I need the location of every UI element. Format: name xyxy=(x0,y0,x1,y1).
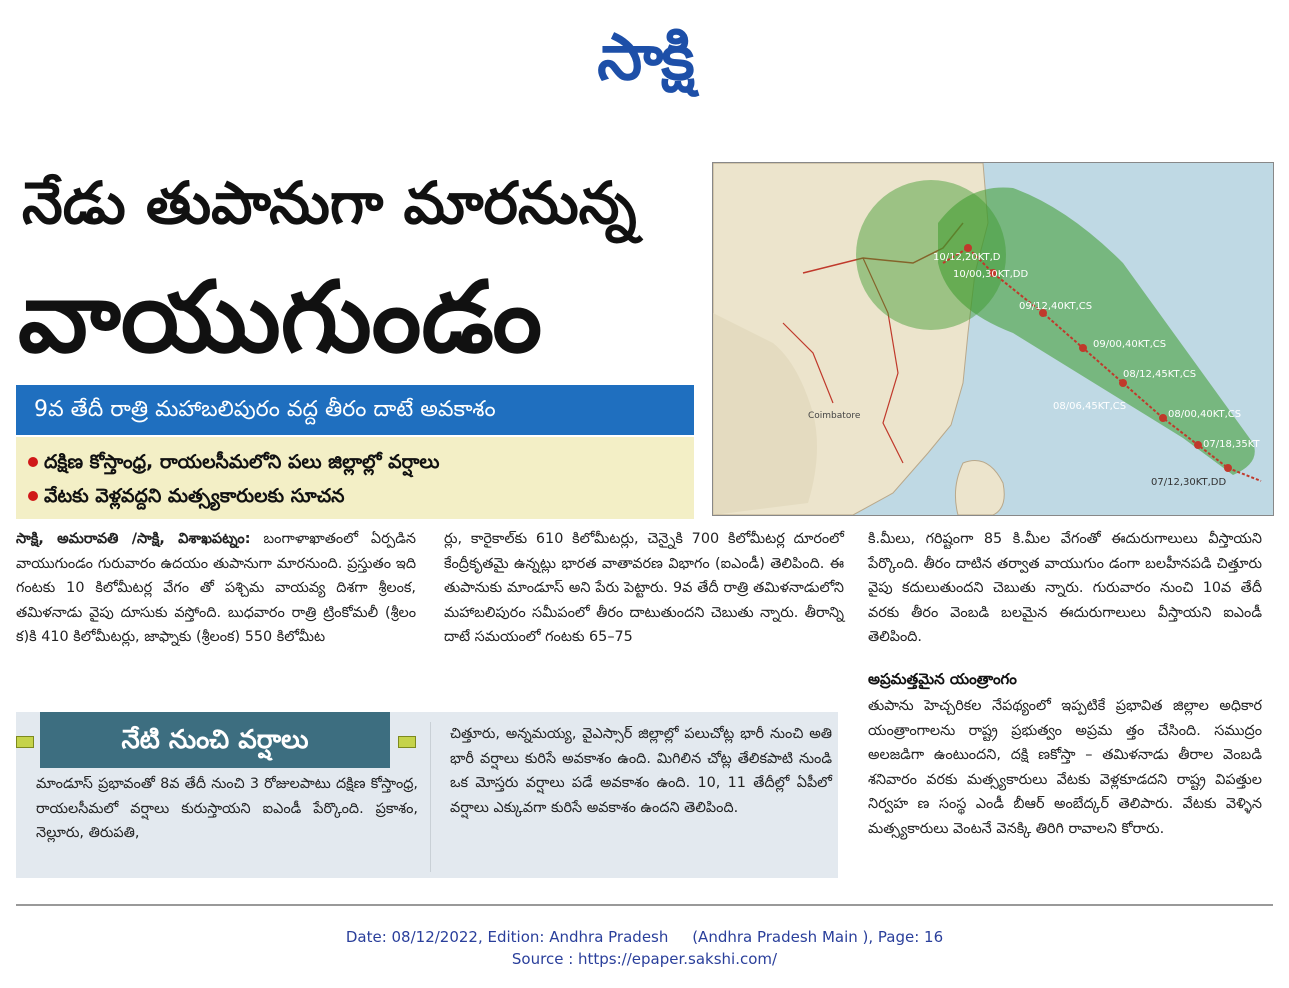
article-text: బంగాళాఖాతంలో ఏర్పడిన వాయుగుండం గురువారం ఉదయం తుపానుగా మారనుంది. ప్రస్తుతం ఇది గంటకు 10 కిలోమీటర్ల వేగం తో పశ్చిమ వాయవ్య దిశగా శ్రీలంక, తమిళనాడు వైపు దూసుకు వస్తోంది. బుధవారం రాత్రి ట్రింకోమలీ (శ్రీలం క)కి 410 కిలోమీటర్లు, జాఫ్నాకు (శ్రీలంక) 550 కిలోమీట xyxy=(16,531,417,645)
article-column-1 xyxy=(16,527,416,650)
bullet-item xyxy=(44,445,694,479)
cyclone-track-map xyxy=(712,162,1274,516)
track-label: 07/12,30KT,DD xyxy=(1151,477,1227,488)
byline: సాక్షి, అమరావతి /సాక్షి, విశాఖపట్నం: xyxy=(16,531,251,547)
article-text: తుపాను హెచ్చరికల నేపథ్యంలో ఇప్పటికే ప్రభావిత జిల్లాల అధికార యంత్రాంగాలను రాష్ట్ర ప్రభుత్వం అప్రమ త్తం చేసింది. సముద్రం అలజడిగా ఉంటుందని, దక్షి ణకోస్తా – తమిళనాడు తీరాల వెంబడి శనివారం వరకు మత్స్యకారులు వేటకు వెళ్లకూడదని రాష్ట్ర విపత్తుల నిర్వహ ణ సంస్థ ఎండీ బీఆర్ అంబేద్కర్ తెలిపారు. వేటకు వెళ్ళిన మత్స్యకారులు వెంటనే వెనక్కి తిరిగి రావాలని కోరారు. xyxy=(868,698,1262,837)
track-point xyxy=(1079,344,1087,352)
bullet-text: దక్షిణ కోస్తాంధ్ర, రాయలసీమలోని పలు జిల్లాల్లో వర్షాలు xyxy=(44,451,440,473)
article-column-3 xyxy=(868,527,1262,650)
track-point xyxy=(1224,464,1232,472)
source-link[interactable]: Source : https://epaper.sakshi.com/ xyxy=(511,950,778,968)
bullet-item xyxy=(44,479,694,513)
article-text: ర్లు, కారైకాల్‌కు 610 కిలోమీటర్లు, చెన్నైకి 700 కిలోమీటర్ల దూరంలో కేంద్రీకృతమై ఉన్నట్లు భారత వాతావరణ విభాగం (ఐఎండీ) తెలిపింది. ఈ తుపానుకు మాండూస్ అని పేరు పెట్టారు. 9వ తేదీ రాత్రి తమిళనాడులోని మహాబలిపురం సమీపంలో తీరం దాటుతుందని చెబుతు న్నారు. తీరాన్ని దాటే సమయంలో గంటకు 65–75 xyxy=(444,531,844,645)
column-divider xyxy=(430,722,431,872)
article-column-2 xyxy=(444,527,844,650)
headline-line-2: వాయుగుండం xyxy=(18,261,543,375)
footer-divider xyxy=(16,904,1273,906)
highlight-bullets xyxy=(16,437,694,519)
place-label: Coimbatore xyxy=(808,411,861,421)
edition-info: Date: 08/12/2022, Edition: Andhra Pradesh (Andhra Pradesh Main ), Page: 16 xyxy=(345,928,944,946)
track-point xyxy=(964,244,972,252)
headline-line-1: నేడు తుపానుగా మారనున్న xyxy=(22,169,637,237)
map-svg xyxy=(713,163,1273,515)
article-column-3-continued xyxy=(868,694,1262,841)
box-text: చిత్తూరు, అన్నమయ్య, వైఎస్సార్ జిల్లాల్లో పలుచోట్ల భారీ నుంచి అతి భారీ వర్షాలు కురిసే అవకాశం ఉంది. మిగిలిన చోట్ల తేలికపాటి నుండి ఒక మోస్తరు వర్షాలు పడే అవకాశం ఉంది. 10, 11 తేదీల్లో ఏపీలో వర్షాలు ఎక్కువగా కురిసే అవకాశం ఉందని తెలిపింది. xyxy=(450,726,832,816)
box-title: నేటి నుంచి వర్షాలు xyxy=(40,712,390,768)
track-point xyxy=(1194,441,1202,449)
box-text-right xyxy=(450,722,832,820)
track-label: 08/06,45KT,CS xyxy=(1053,401,1127,412)
track-label: 09/00,40KT,CS xyxy=(1093,339,1167,350)
track-label: 09/12,40KT,CS xyxy=(1019,301,1093,312)
track-point xyxy=(1159,414,1167,422)
box-text: మాండూస్ ప్రభావంతో 8వ తేదీ నుంచి 3 రోజులపాటు దక్షిణ కోస్తాంధ్ర, రాయలసీమలో వర్షాలు కురుస్తాయని ఐఎండీ పేర్కొంది. ప్రకాశం, నెల్లూరు, తిరుపతి, xyxy=(36,776,418,841)
bullet-dot-icon xyxy=(28,457,38,467)
bullet-text: వేటకు వెళ్లవద్దని మత్స్యకారులకు సూచన xyxy=(44,485,345,507)
title-clip-icon xyxy=(398,736,416,748)
track-point xyxy=(1119,379,1127,387)
track-label: 08/12,45KT,CS xyxy=(1123,369,1197,380)
bullet-dot-icon xyxy=(28,491,38,501)
subheading-banner: 9వ తేదీ రాత్రి మహాబలిపురం వద్ద తీరం దాటే అవకాశం xyxy=(16,385,694,435)
track-label: 08/00,40KT,CS xyxy=(1168,409,1242,420)
section-subheading: అప్రమత్తమైన యంత్రాంగం xyxy=(868,670,1017,688)
article-text: కి.మీలు, గరిష్టంగా 85 కి.మీల వేగంతో ఈదురుగాలులు వీస్తాయని పేర్కొంది. తీరం దాటిన తర్వాత వాయుగుం డంగా బలహీనపడి చిత్తూరు వైపు కదులుతుందని చెబుతు న్నారు. గురువారం నుంచి 10వ తేదీ వరకు తీరం వెంబడి బలమైన ఈదురుగాలులు వీస్తాయని ఐఎండీ తెలిపింది. xyxy=(868,531,1262,645)
track-label: 07/18,35KT xyxy=(1203,439,1260,450)
title-clip-icon xyxy=(16,736,34,748)
box-text-left xyxy=(36,772,418,846)
sakshi-logo: సాక్షి xyxy=(597,21,693,95)
track-label: 10/12,20KT,D xyxy=(933,252,1001,263)
track-label: 10/00,30KT,DD xyxy=(953,269,1029,280)
